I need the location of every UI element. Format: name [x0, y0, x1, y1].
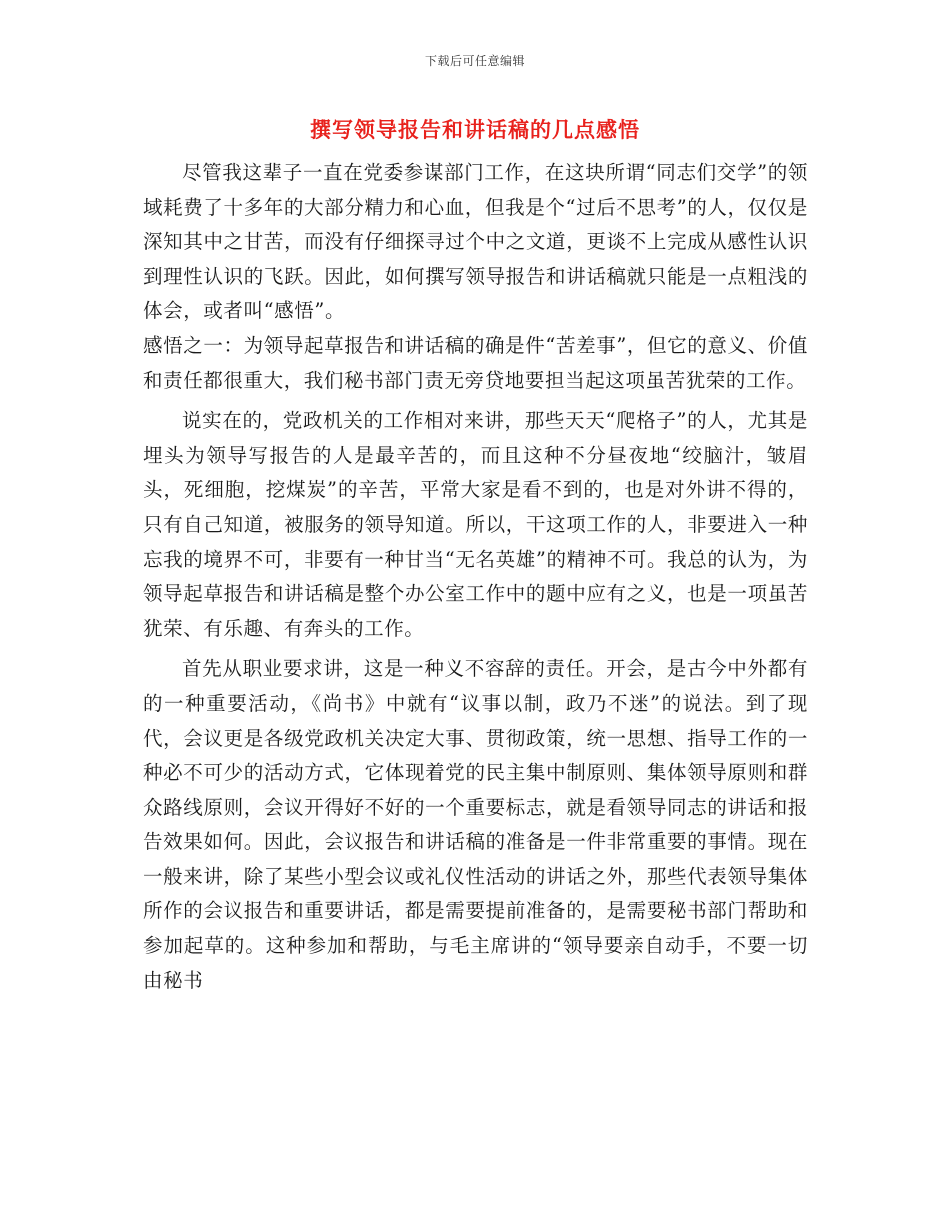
paragraph-duty: 首先从职业要求讲，这是一种义不容辞的责任。开会，是古今中外都有的一种重要活动，《尚书》中就有“议事以制，政乃不迷”的说法。到了现代，会议更是各级党政机关决定大事、贯彻政策，统一思想、指导工作的一种必不可少的活动方式，它体现着党的民主集中制原则、集体领导原则和群众路线原则，会议开得好不好的一个重要标志，就是看领导同志的讲话和报告效果如何。因此，会议报告和讲话稿的准备是一件非常重要的事情。现在一般来讲，除了某些小型会议或礼仪性活动的讲话之外，那些代表领导集体所作的会议报告和重要讲话，都是需要提前准备的，是需要秘书部门帮助和参加起草的。这种参加和帮助，与毛主席讲的“领导要亲自动手，不要一切由秘书	[143, 657, 808, 992]
paragraph-intro: 尽管我这辈子一直在党委参谋部门工作，在这块所谓“同志们交学”的领域耗费了十多年的大部分精力和心血，但我是个“过后不思考”的人，仅仅是深知其中之甘苦，而没有仔细探寻过个中之文道，更谈不上完成从感性认识到理性认识的飞跃。因此，如何撰写领导报告和讲话稿就只能是一点粗浅的体会，或者叫“感悟”。	[143, 161, 808, 323]
document-body	[143, 156, 808, 998]
paragraph-hard-work: 说实在的，党政机关的工作相对来讲，那些天天“爬格子”的人，尤其是埋头为领导写报告的人是最辛苦的，而且这种不分昼夜地“绞脑汁，皱眉头，死细胞，挖煤炭”的辛苦，平常大家是看不到的，也是对外讲不得的，只有自己知道，被服务的领导知道。所以，干这项工作的人，非要进入一种忘我的境界不可，非要有一种甘当“无名英雄”的精神不可。我总的认为，为领导起草报告和讲话稿是整个办公室工作中的题中应有之义，也是一项虽苦犹荣、有乐趣、有奔头的工作。	[143, 409, 808, 640]
header-note: 下载后可任意编辑	[424, 54, 525, 68]
paragraph-insight-one: 感悟之一：为领导起草报告和讲话稿的确是件“苦差事”，但它的意义、价值和责任都很重大，我们秘书部门责无旁贷地要担当起这项虽苦犹荣的工作。	[143, 333, 808, 392]
document-title: 撰写领导报告和讲话稿的几点感悟	[310, 117, 640, 142]
